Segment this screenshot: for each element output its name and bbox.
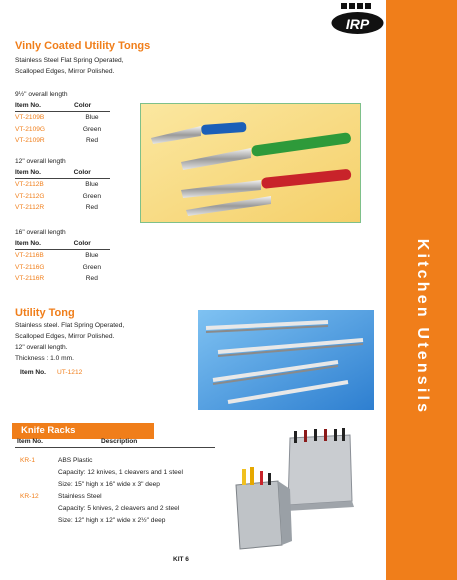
length-label: 12" overall length: [15, 158, 66, 165]
col-header: Color: [74, 238, 110, 250]
item-code: VT-2112G: [15, 192, 45, 200]
sidebar-label: Kitchen Utensils: [414, 238, 431, 416]
tongs-desc-2: Scalloped Edges, Mirror Polished.: [15, 68, 115, 75]
col-header: Item No.: [15, 167, 74, 179]
item-code: VT-2112B: [15, 181, 44, 189]
item-table: [15, 100, 110, 147]
item-code: VT-2112R: [15, 204, 45, 212]
item-color: Blue: [85, 114, 99, 122]
table-row: [15, 135, 110, 147]
utility-title: Utility Tong: [15, 307, 75, 319]
knife-racks-photo: [228, 423, 358, 552]
item-code: VT-2116G: [15, 263, 45, 271]
vinyl-tongs-photo: [140, 103, 361, 223]
desc-line: Capacity: 5 knives, 2 cleavers and 2 steel: [58, 505, 180, 512]
brand-logo: [330, 2, 385, 36]
item-color: Green: [82, 125, 102, 133]
desc-line: ABS Plastic: [58, 457, 93, 464]
utility-item-code: UT-1212: [57, 369, 83, 376]
length-label: 16" overall length: [15, 229, 66, 236]
item-color: Blue: [85, 252, 99, 260]
col-header: Item No.: [15, 100, 74, 112]
desc-line: Size: 12" high x 12" wide x 2½" deep: [58, 517, 166, 524]
utility-line-4: Thickness : 1.0 mm.: [15, 355, 74, 362]
tongs-desc-1: Stainless Steel Flat Spring Operated,: [15, 57, 124, 64]
item-color: Red: [85, 275, 98, 283]
page-number: KIT 6: [173, 556, 189, 563]
col-header: Description: [101, 438, 138, 445]
logo-text: IRP: [345, 16, 370, 32]
utility-item-label: Item No.: [20, 369, 47, 376]
item-code: VT-2116R: [15, 275, 45, 283]
col-header: Color: [74, 167, 110, 179]
table-row: [15, 112, 110, 124]
item-table: [15, 167, 110, 214]
item-color: Blue: [85, 181, 99, 189]
item-code: VT-2109B: [15, 114, 45, 122]
desc-line: Capacity: 12 knives, 1 cleavers and 1 steel: [58, 469, 183, 476]
item-color: Red: [85, 137, 99, 145]
col-header: Item No.: [17, 438, 44, 445]
table-row: [15, 202, 110, 214]
utility-line-3: 12" overall length.: [15, 344, 68, 351]
table-row: [15, 273, 110, 285]
item-code: KR-12: [20, 493, 39, 500]
item-code: VT-2109R: [15, 137, 45, 145]
length-label: 9½" overall length: [15, 91, 68, 98]
table-row: [15, 191, 110, 203]
desc-line: Size: 15" high x 16" wide x 3" deep: [58, 481, 160, 488]
table-row: [15, 179, 110, 191]
table-row: [15, 250, 110, 262]
utility-line-1: Stainless steel. Flat Spring Operated,: [15, 322, 125, 329]
col-header: Item No.: [15, 238, 74, 250]
item-color: Red: [85, 204, 98, 212]
col-header: Color: [74, 100, 110, 112]
item-color: Green: [82, 192, 101, 200]
knife-racks-title: Knife Racks: [12, 423, 154, 439]
desc-line: Stainless Steel: [58, 493, 102, 500]
item-code: VT-2116B: [15, 252, 44, 260]
table-row: [15, 124, 110, 136]
item-table: [15, 238, 110, 285]
item-code: KR-1: [20, 457, 36, 464]
utility-tong-photo: [198, 310, 374, 410]
table-row: [15, 262, 110, 274]
utility-line-2: Scalloped Edges, Mirror Polished.: [15, 333, 115, 340]
tongs-title: Vinly Coated Utility Tongs: [15, 40, 151, 52]
item-color: Green: [82, 263, 101, 271]
item-code: VT-2109G: [15, 125, 46, 133]
